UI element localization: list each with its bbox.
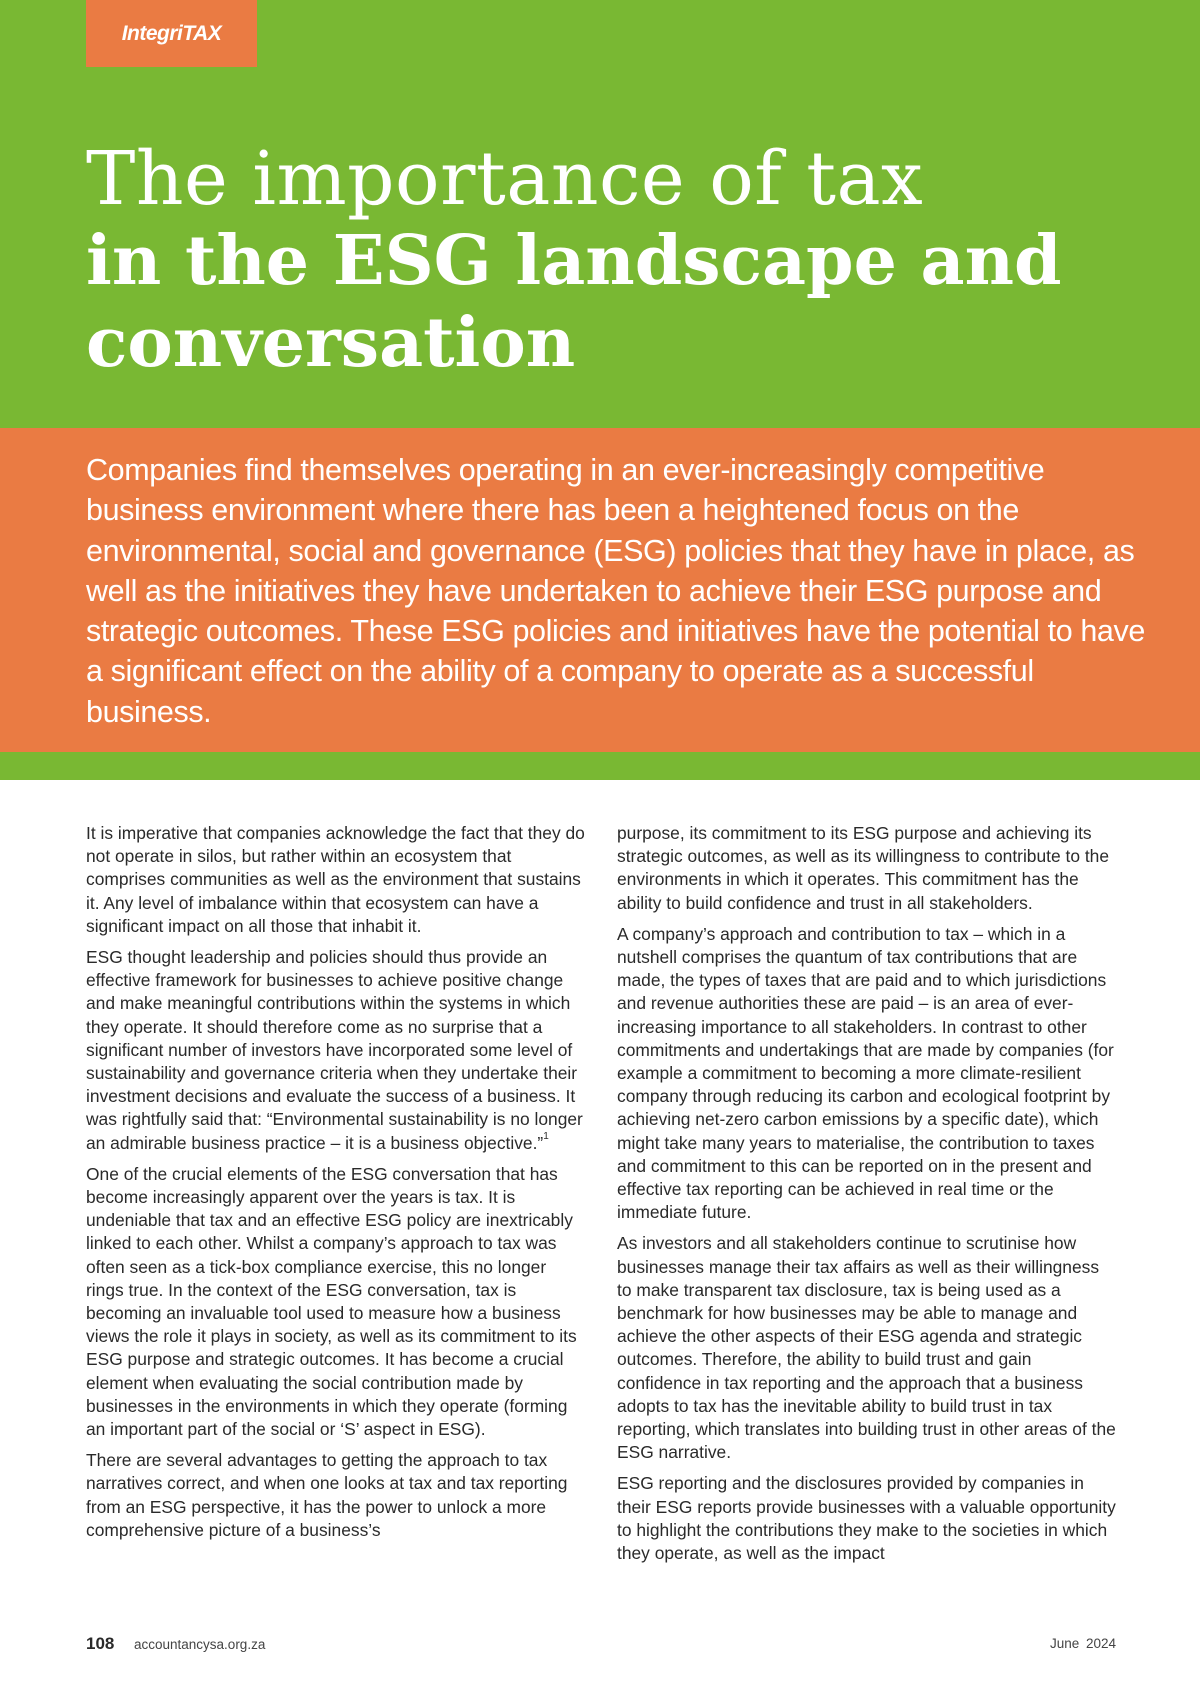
intro-paragraph: Companies find themselves operating in an ever-increasingly competitive business environment where there has been a heightened focus on the environmental, social and governance (ESG) policies that they have in place, as well as the initiatives they have undertaken to achieve their ESG purpose and strategic outcomes. These ESG policies and initiatives have the potential to have a significant effect on the ability of a company to operate as a successful business. [86, 453, 1145, 729]
headline-line-2: in the ESG landscape and [86, 221, 1062, 301]
body-paragraph [86, 946, 586, 1155]
footnote-ref: 1 [543, 1130, 549, 1142]
body-column-left [86, 822, 586, 1550]
brand-logo-text: IntegriTAX [121, 21, 222, 45]
body-paragraph: There are several advantages to getting the approach to tax narratives correct, and when one looks at tax and tax reporting from an ESG perspective, it has the power to unlock a more comprehensive picture of a business’s [86, 1450, 568, 1540]
issue-date: June 2024 [1049, 1636, 1116, 1651]
page-footer [86, 1634, 1116, 1658]
body-paragraph: As investors and all stakeholders continue to scrutinise how businesses manage their tax affairs as well as their willingness to make transparent tax disclosure, tax is being used as a benchmark for how businesses may be able to manage and achieve the other aspects of their ESG agenda and strategic outcomes. Therefore, the ability to build trust and gain confidence in tax reporting and the approach that a business adopts to tax has the inevitable ability to build trust in tax reporting, which translates into building trust in other areas of the ESG narrative. [617, 1233, 1116, 1463]
page-number: 108 [86, 1634, 115, 1653]
body-paragraph: One of the crucial elements of the ESG conversation that has become increasingly apparent over the years is tax. It is undeniable that tax and an effective ESG policy are inextricably linked to each other. Whilst a company’s approach to tax was often seen as a tick-box compliance exercise, this no longer rings true. In the context of the ESG conversation, tax is becoming an invaluable tool used to measure how a business views the role it plays in society, as well as its commitment to its ESG purpose and strategic outcomes. It has become a crucial element when evaluating the social contribution made by businesses in the environments in which they operate (forming an important part of the social or ‘S’ aspect in ESG). [86, 1163, 577, 1440]
headline-line-3: conversation [86, 303, 576, 383]
body-paragraph: ESG reporting and the disclosures provided by companies in their ESG reports provide businesses with a valuable opportunity to highlight the contributions they make to the societies in which they operate, as well as the impact [617, 1473, 1116, 1564]
brand-tag [86, 0, 257, 67]
body-paragraph: A company’s approach and contribution to tax – which in a nutshell comprises the quantum of tax contributions that are made, the types of taxes that are paid and to which jurisdictions and revenue authorities these are paid – is an area of ever-increasing importance to all stakeholders. In contrast to other commitments and undertakings that are made by companies (for example a commitment to becoming a more climate-resilient company through reducing its carbon and ecological footprint by achieving net-zero carbon emissions by a specific date), which might take many years to materialise, the contribution to taxes and commitment to this can be reported on in the present and effective tax reporting can be achieved in real time or the immediate future. [617, 923, 1114, 1223]
body-paragraph-text: ESG thought leadership and policies should thus provide an effective framework for businesses to achieve positive change and make meaningful contributions within the systems in which they operate. It should therefore come as no surprise that a significant number of investors have incorporated some level of sustainability and governance criteria when they undertake their investment decisions and evaluate the success of a business. It was rightfully said that: “Environmental sustainability is no longer an admirable business practice – it is a business objective.” [86, 947, 583, 1153]
article-headline [86, 138, 1146, 384]
website-link[interactable]: accountancysa.org.za [134, 1637, 266, 1652]
body-paragraph: purpose, its commitment to its ESG purpose and achieving its strategic outcomes, as well as its willingness to contribute to the environments in which it operates. This commitment has the ability to build confidence and trust in all stakeholders. [617, 823, 1109, 913]
body-paragraph: It is imperative that companies acknowledge the fact that they do not operate in silos, but rather within an ecosystem that comprises communities as well as the environment that sustains it. Any level of imbalance within that ecosystem can have a significant impact on all those that inhabit it. [86, 823, 585, 936]
body-column-right [617, 822, 1117, 1573]
headline-line-1: The importance of tax [86, 136, 924, 222]
